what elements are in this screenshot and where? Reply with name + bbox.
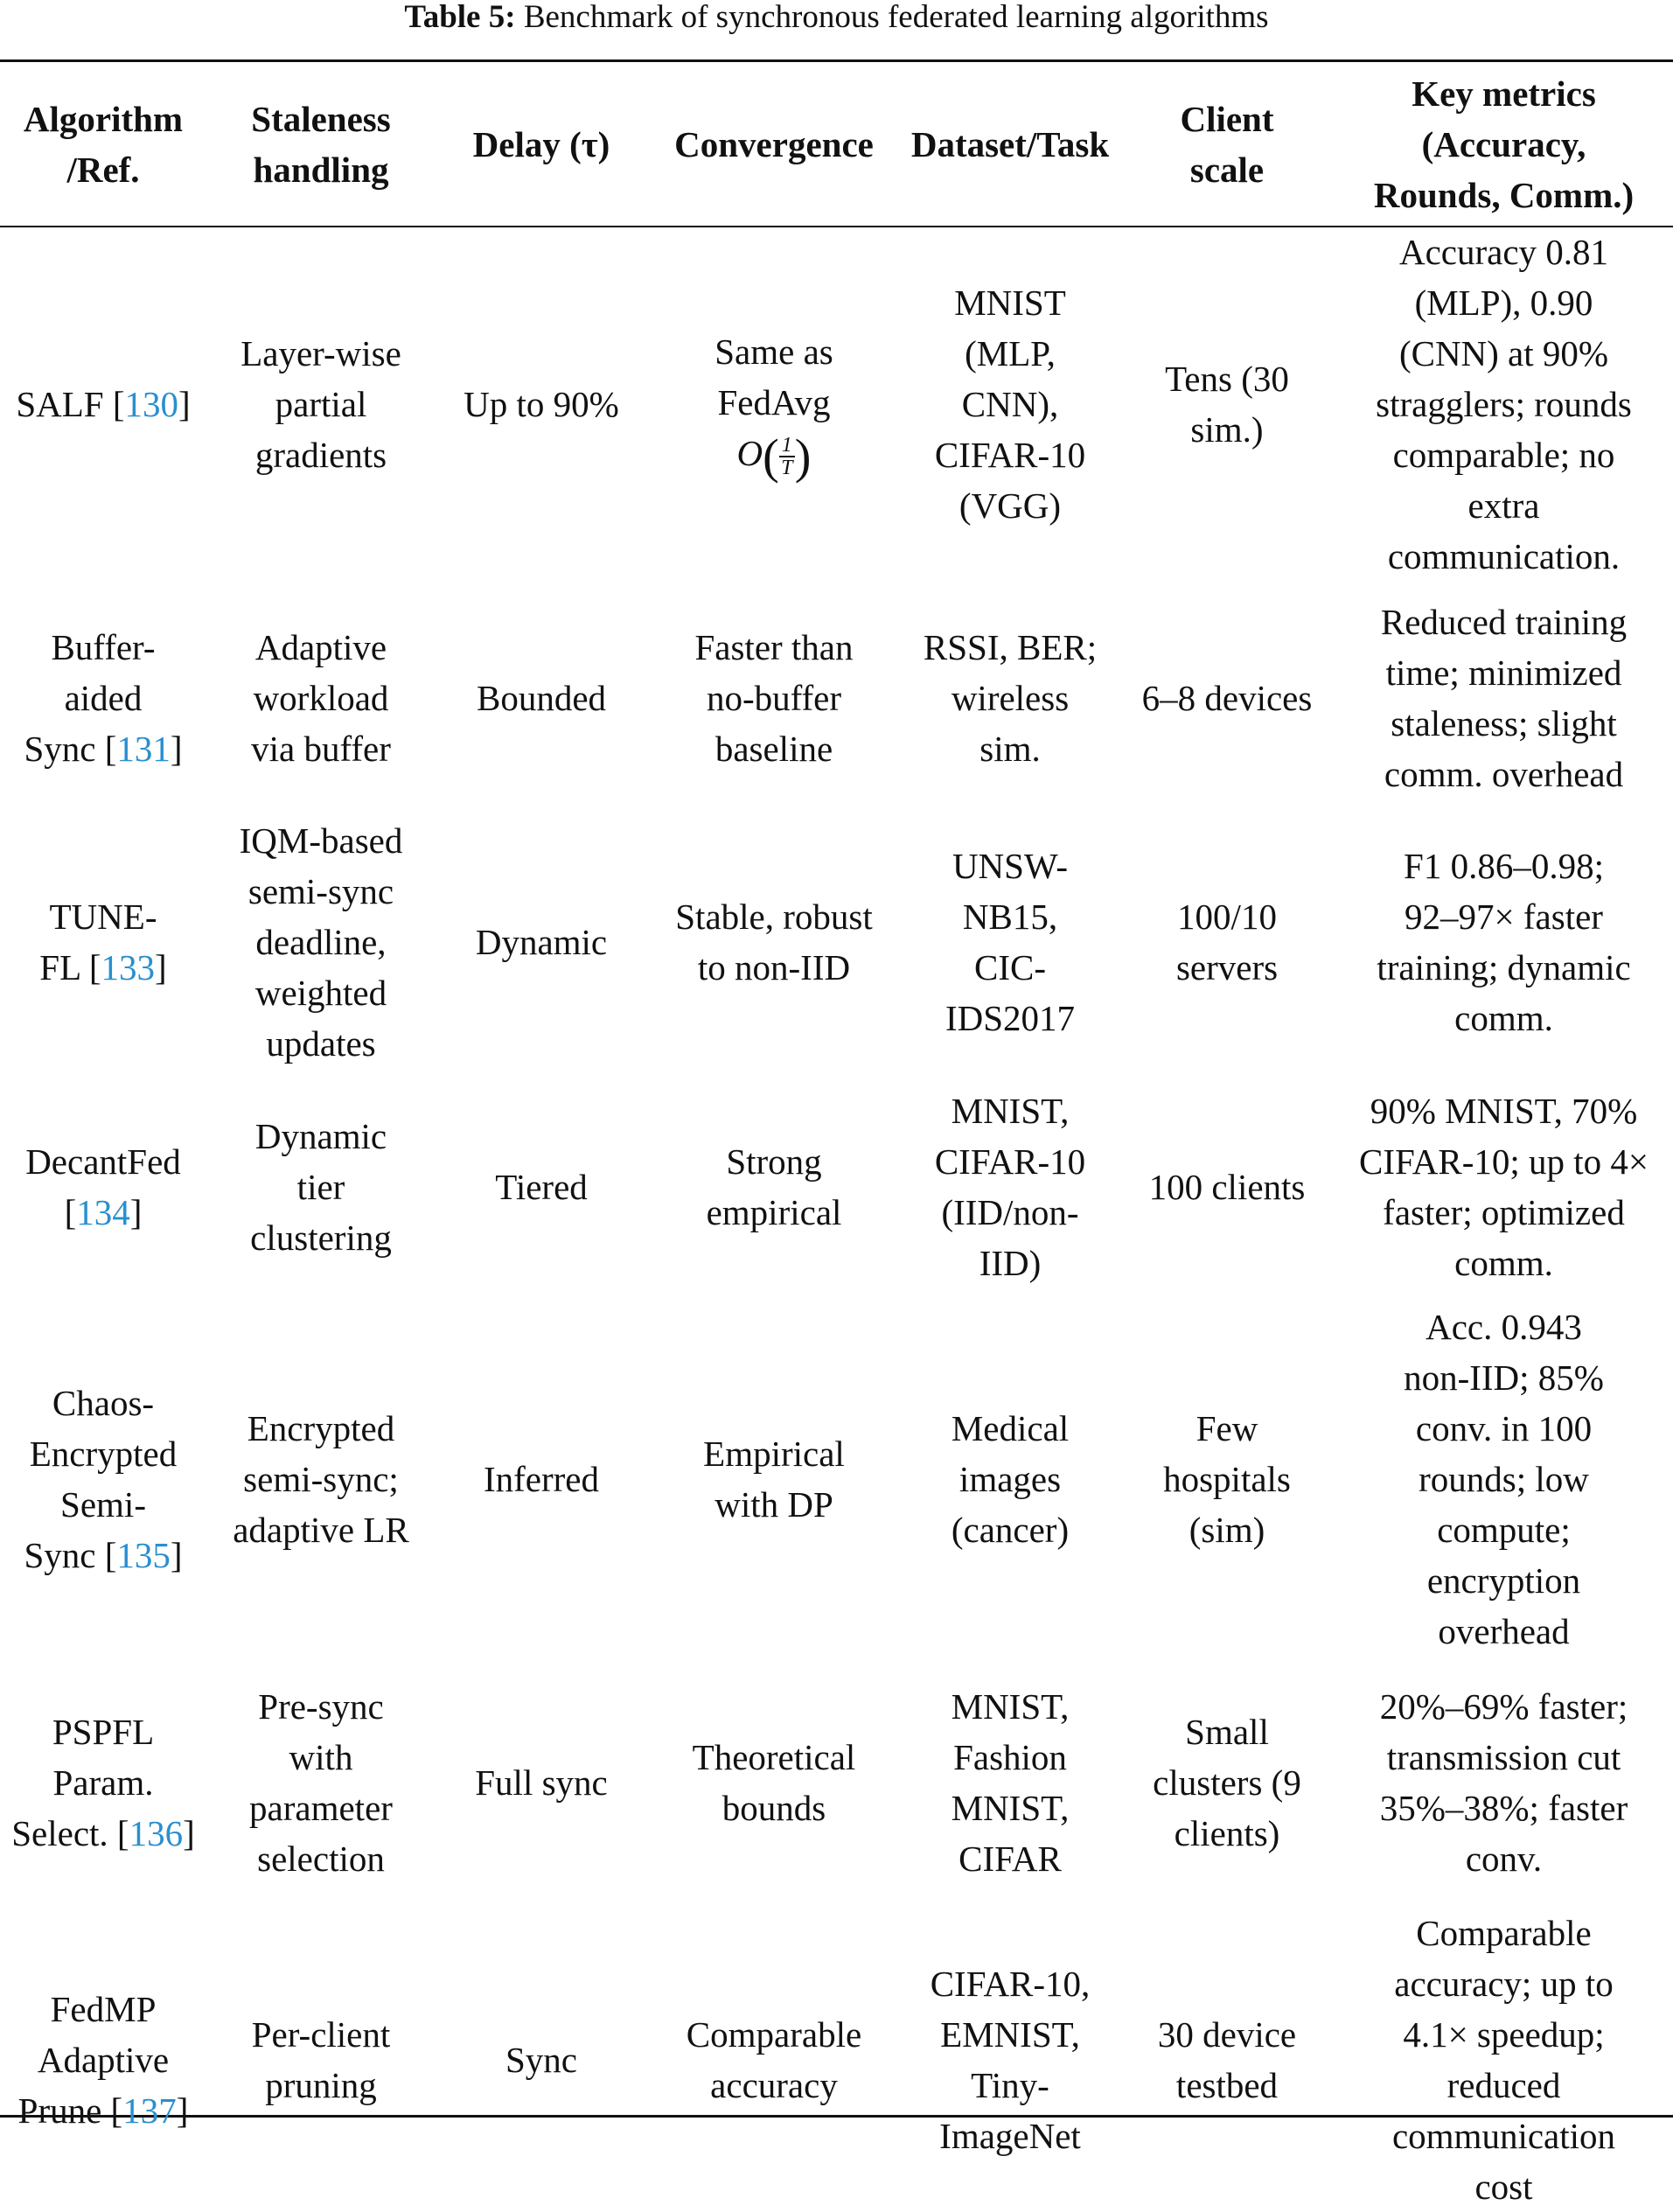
fraction [779,435,795,478]
algorithm-name-line: FedMP [50,1989,157,2029]
client-scale-line: hospitals [1163,1459,1291,1499]
cell-algorithm [0,583,206,813]
dataset-line: wireless [951,677,1070,718]
metrics-line: (MLP), 0.90 [1414,283,1593,323]
dataset-line: RSSI, BER; [923,626,1098,667]
cell-convergence [647,1301,901,1657]
staleness-line: pruning [265,2065,377,2105]
cell-metrics [1335,1908,1673,2212]
cell-client-scale [1119,1071,1335,1301]
staleness-line: workload [253,677,389,718]
cell-algorithm [0,1657,206,1908]
staleness-line: IQM-based [239,820,403,861]
dataset-line: Tiny- [971,2065,1049,2105]
staleness-line: Encrypted [247,1408,395,1448]
convergence-line: empirical [706,1191,842,1232]
staleness-line: clustering [250,1217,392,1258]
metrics-line: (CNN) at 90% [1398,333,1609,373]
header-metrics-line: Rounds, Comm.) [1373,174,1635,215]
staleness-line: via buffer [251,728,391,769]
staleness-line: adaptive LR [233,1510,409,1550]
dataset-line: Fashion [953,1736,1067,1777]
header-client-line: scale [1189,149,1265,190]
algorithm-bracket: ] [183,1812,195,1853]
staleness-line: weighted [254,973,387,1013]
cell-staleness [206,1071,436,1301]
cell-client-scale [1119,583,1335,813]
header-client-line: Client [1180,98,1274,139]
client-scale-line: sim.) [1190,409,1264,450]
dataset-line: sim. [979,728,1041,769]
metrics-line: Acc. 0.943 [1426,1307,1582,1347]
metrics-line: comm. [1454,998,1553,1038]
cell-staleness [206,1301,436,1657]
cell-client-scale [1119,1908,1335,2212]
convergence-line: to non-IID [697,947,851,987]
header-algorithm-line: Algorithm [23,98,184,139]
header-algorithm-line: /Ref. [66,149,140,190]
table-row [0,226,1673,583]
cell-delay: Up to 90% [464,384,619,424]
metrics-line: 90% MNIST, 70% [1370,1090,1638,1131]
dataset-line: CIFAR-10 [934,435,1086,475]
cell-dataset [901,813,1119,1071]
cell-algorithm [0,1071,206,1301]
dataset-line: IID) [979,1242,1042,1283]
reference-link[interactable]: 137 [122,2090,177,2131]
metrics-line: 92–97× faster [1405,897,1603,937]
cell-algorithm [0,813,206,1071]
dataset-line: (VGG) [958,485,1062,526]
algorithm-name-line: Sync [ [24,1535,117,1575]
reference-link[interactable]: 136 [129,1812,184,1853]
convergence-line: Same as [715,331,833,372]
cell-dataset [901,1301,1119,1657]
client-scale-line: clusters (9 [1153,1762,1301,1803]
dataset-line: MNIST, [951,1787,1070,1828]
dataset-line: (IID/non- [941,1191,1079,1232]
metrics-line: Accuracy 0.81 [1398,232,1609,272]
dataset-line: MNIST, [951,1685,1070,1727]
convergence-line: Faster than [694,626,854,667]
algorithm-name-line: Param. [52,1762,154,1803]
staleness-line: semi-sync [247,871,394,911]
metrics-line: 4.1× speedup; [1403,2014,1605,2055]
cell-client-scale [1119,1657,1335,1908]
header-client [1119,62,1335,226]
cell-staleness [206,813,436,1071]
reference-link[interactable]: 130 [124,384,178,424]
metrics-line: rounds; low [1419,1459,1589,1499]
caption-label: Table 5: [404,0,516,35]
cell-delay: Bounded [476,677,607,718]
convergence-line: Comparable [686,2014,862,2055]
metrics-line: Reduced training [1380,601,1628,642]
cell-convergence [647,226,901,583]
header-algorithm [0,62,206,226]
algorithm-name-line: TUNE- [49,897,157,937]
cell-metrics [1335,583,1673,813]
staleness-line: selection [257,1838,385,1879]
metrics-line: conv. [1465,1838,1543,1879]
metrics-line: F1 0.86–0.98; [1404,846,1604,886]
algorithm-bracket: ] [170,728,183,769]
right-paren: ) [794,429,812,485]
dataset-line: IDS2017 [945,998,1076,1038]
dataset-line: CIFAR-10, [930,1964,1091,2004]
cell-dataset [901,226,1119,583]
dataset-line: (cancer) [951,1510,1070,1550]
metrics-line: faster; optimized [1383,1191,1625,1232]
dataset-line: ImageNet [939,2116,1081,2156]
cell-metrics [1335,1301,1673,1657]
staleness-line: gradients [254,435,387,475]
convergence-line: baseline [715,728,833,769]
cell-convergence [647,1657,901,1908]
algorithm-bracket: ] [170,1535,183,1575]
cell-metrics [1335,1071,1673,1301]
metrics-line: non-IID; 85% [1404,1357,1604,1398]
cell-convergence [647,1071,901,1301]
staleness-line: deadline, [255,922,387,962]
dataset-line: EMNIST, [940,2014,1080,2055]
staleness-line: Per-client [251,2014,391,2055]
client-scale-line: Tens (30 [1165,359,1289,399]
metrics-line: encryption [1426,1560,1581,1601]
metrics-line: training; dynamic [1377,947,1631,987]
algorithm-bracket: ] [129,1191,143,1232]
header-metrics [1335,62,1673,226]
metrics-line: 35%–38%; faster [1379,1787,1628,1828]
client-scale-line: 100 clients [1148,1166,1306,1207]
convergence-line: Theoretical [692,1736,856,1777]
cell-delay: Dynamic [475,922,608,962]
header-staleness [206,62,436,226]
metrics-line: comparable; no [1392,435,1615,475]
algorithm-name-line: Encrypted [29,1434,178,1474]
dataset-line: MNIST, [951,1090,1070,1131]
algorithm-name-line: DecantFed [25,1141,181,1182]
algorithm-name-line: Semi- [60,1484,146,1525]
staleness-line: Pre-sync [258,1685,384,1727]
staleness-line: partial [275,384,367,424]
cell-client-scale [1119,1301,1335,1657]
metrics-line: comm. [1454,1242,1553,1283]
table-row [0,583,1673,813]
convergence-line: with DP [715,1484,833,1525]
dataset-line: CNN), [961,384,1059,424]
metrics-line: comm. overhead [1384,753,1624,794]
cell-dataset [901,1908,1119,2212]
algorithm-name-line: Adaptive [37,2040,170,2080]
cell-metrics [1335,813,1673,1071]
convergence-line: no-buffer [706,677,842,718]
header-delay: Delay (τ) [472,123,610,164]
cell-delay: Full sync [475,1762,608,1803]
dataset-line: Medical [951,1408,1070,1448]
table-row [0,1908,1673,2212]
staleness-line: Adaptive [254,626,387,667]
metrics-line: time; minimized [1385,652,1622,693]
reference-link[interactable]: 134 [76,1191,130,1232]
algorithm-name-line: [ [64,1191,77,1232]
client-scale-line: 100/10 [1177,897,1277,937]
dataset-line: (MLP, [965,333,1056,373]
convergence-line: Stable, robust [675,897,873,937]
metrics-line: conv. in 100 [1415,1408,1593,1448]
staleness-line: with [289,1736,353,1777]
convergence-line: accuracy [710,2065,838,2105]
reference-link[interactable]: 133 [101,947,156,987]
metrics-line: stragglers; rounds [1376,384,1632,424]
table-row [0,1071,1673,1301]
cell-delay: Tiered [495,1166,588,1207]
dataset-line: CIFAR [958,1838,1062,1879]
cell-delay: Sync [505,2040,577,2080]
dataset-line: NB15, [962,897,1058,937]
caption-text: Benchmark of synchronous federated learning algorithms [523,0,1269,35]
algorithm-bracket: ] [176,2090,189,2131]
client-scale-line: (sim) [1189,1510,1265,1550]
metrics-line: extra [1467,485,1540,526]
cell-client-scale [1119,226,1335,583]
staleness-line: parameter [249,1787,393,1828]
header-staleness-line: handling [253,149,389,190]
client-scale-line: servers [1175,947,1279,987]
header-row [0,62,1673,226]
metrics-line: CIFAR-10; up to 4× [1358,1141,1649,1182]
algorithm-name-line: SALF [ [16,384,125,424]
convergence-line: Empirical [703,1434,845,1474]
cell-convergence [647,813,901,1071]
convergence-formula [736,429,812,485]
cell-staleness [206,1657,436,1908]
client-scale-line: 6–8 devices [1141,677,1313,718]
cell-algorithm [0,1301,206,1657]
header-metrics-line: Key metrics [1412,73,1596,114]
convergence-line: FedAvg [717,381,831,422]
algorithm-name-line: Prune [ [17,2090,123,2131]
algorithm-name-line: FL [ [39,947,101,987]
client-scale-line: clients) [1174,1812,1280,1853]
cell-staleness [206,1908,436,2212]
cell-convergence [647,1908,901,2212]
metrics-line: communication [1391,2116,1616,2156]
staleness-line: semi-sync; [243,1459,399,1499]
metrics-line: accuracy; up to [1394,1964,1614,2004]
dataset-line: UNSW- [952,846,1069,886]
staleness-line: updates [266,1023,376,1064]
convergence-line: bounds [721,1787,826,1828]
algorithm-name-line: aided [64,677,143,718]
client-scale-line: Small [1185,1711,1269,1752]
table-row [0,813,1673,1071]
cell-algorithm [0,226,206,583]
header-convergence: Convergence [674,123,874,164]
staleness-line: Layer-wise [240,333,401,373]
algorithm-name-line: Buffer- [51,626,156,667]
table-row [0,1657,1673,1908]
client-scale-line: 30 device [1157,2014,1297,2055]
client-scale-line: Few [1195,1408,1258,1448]
header-dataset: Dataset/Task [910,123,1110,164]
metrics-line: communication. [1387,536,1621,576]
header-staleness-line: Staleness [251,98,391,139]
cell-dataset [901,1071,1119,1301]
cell-delay: Inferred [483,1459,599,1499]
cell-staleness [206,583,436,813]
table-caption [0,0,1673,35]
staleness-line: tier [296,1166,345,1207]
fraction-denominator: T [781,457,793,480]
table-row [0,1301,1673,1657]
big-o-symbol: O [736,432,763,473]
client-scale-line: testbed [1175,2065,1279,2105]
dataset-line: CIC- [974,947,1046,987]
metrics-line: staleness; slight [1391,702,1617,743]
algorithm-bracket: ] [178,384,191,424]
algorithm-bracket: ] [155,947,167,987]
metrics-line: transmission cut [1386,1736,1621,1777]
metrics-line: 20%–69% faster; [1379,1685,1628,1727]
cell-client-scale [1119,813,1335,1071]
left-paren: ( [763,429,779,485]
algorithm-name-line: Select. [ [11,1812,129,1853]
dataset-line: MNIST [954,283,1066,323]
dataset-line: images [958,1459,1062,1499]
algorithm-name-line: PSPFL [52,1711,155,1752]
cell-staleness [206,226,436,583]
reference-link[interactable]: 131 [116,728,171,769]
reference-link[interactable]: 135 [116,1535,171,1575]
metrics-line: cost [1474,2167,1533,2207]
cell-metrics [1335,226,1673,583]
dataset-line: CIFAR-10 [934,1141,1086,1182]
cell-dataset [901,1657,1119,1908]
metrics-line: compute; [1437,1510,1571,1550]
header-metrics-line: (Accuracy, [1421,123,1586,164]
cell-convergence [647,583,901,813]
algorithm-name-line: Chaos- [52,1383,155,1423]
metrics-line: Comparable [1416,1913,1592,1953]
staleness-line: Dynamic [254,1115,387,1156]
cell-algorithm [0,1908,206,2212]
algorithm-name-line: Sync [ [24,728,117,769]
convergence-line: Strong [726,1141,822,1182]
metrics-line: reduced [1446,2065,1561,2105]
benchmark-table [0,62,1673,2212]
cell-metrics [1335,1657,1673,1908]
cell-dataset [901,583,1119,813]
fraction-numerator: 1 [779,435,795,457]
metrics-line: overhead [1438,1611,1570,1651]
